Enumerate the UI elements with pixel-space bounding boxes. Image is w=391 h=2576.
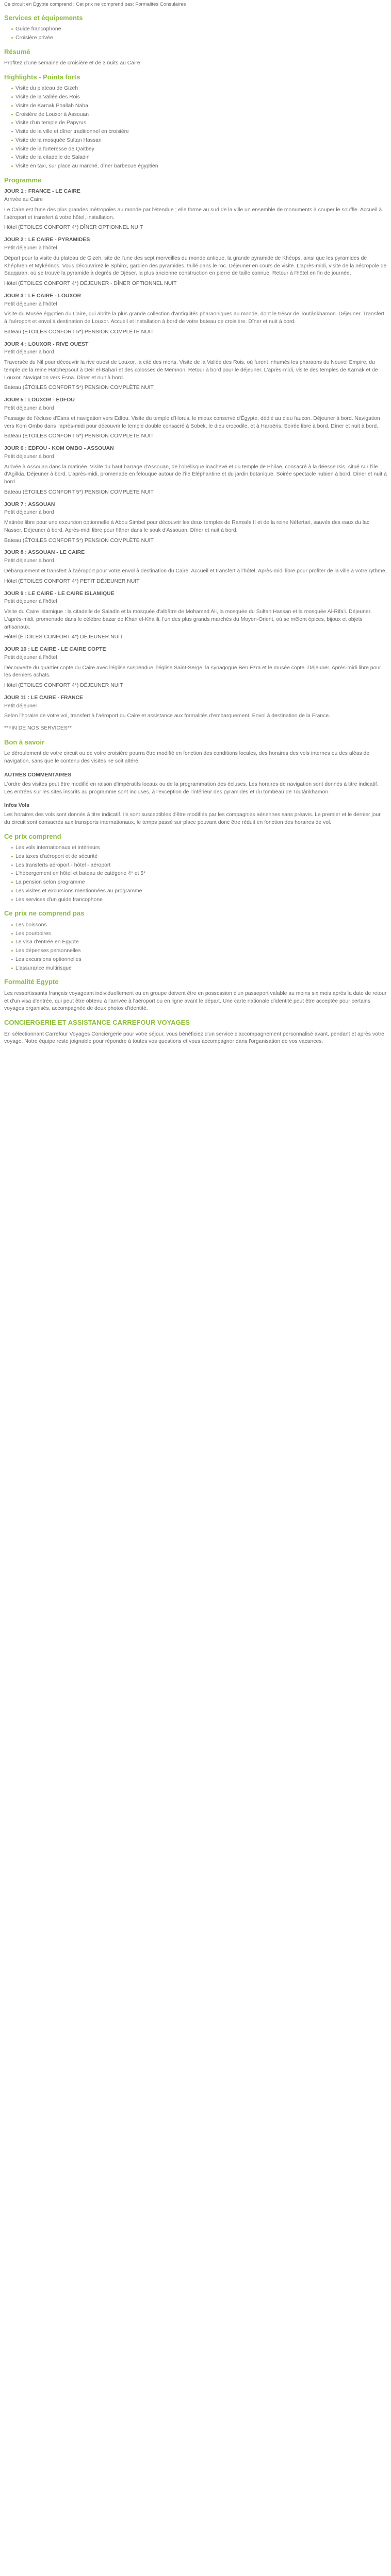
day-subtitle: Petit déjeuner à l'hôtel [4,654,57,660]
day-subtitle: Petit déjeuner [4,703,38,709]
day-title: JOUR 3 : LE CAIRE - LOUXOR [4,293,81,299]
day-block [4,236,387,288]
day-meals: Hôtel (ÉTOILES CONFORT 4*) DÉJEUNER NUIT [4,683,123,689]
day-meals: Bateau (ÉTOILES CONFORT 5*) PENSION COMPLÈTE NUIT [4,537,154,544]
day-subtitle: Petit déjeuner à bord [4,558,54,564]
day-title: JOUR 4 : LOUXOR - RIVE OUEST [4,341,89,347]
inclus-list [4,844,387,904]
day-text: Traversée du Nil pour découvrir la rive ouest de Louxor, la cité des morts. Visite de la Vallée des Rois, où furent inhumés les pharaons du Nouvel Empire, du temple de la reine Hatchepsout à Deir el-Bahari et des colosses de Memnon. Retour à bord pour le déjeuner. L'après-midi, visite des temples de Karnak et de Louxor. Navigation vers Esna. Dîner et nuit à bord. [4,360,378,381]
day-subtitle: Petit déjeuner à bord [4,510,54,516]
highlight-item: Visite de la mosquée Sultan Hassan [11,137,387,145]
resume-text: Profitez d'une semaine de croisière et de 3 nuits au Caire [4,60,140,66]
day-meals: Hôtel (ÉTOILES CONFORT 4*) DÎNER OPTIONNEL NUIT [4,225,143,231]
day-meals: Hôtel (ÉTOILES CONFORT 4*) DÉJEUNER NUIT [4,634,123,640]
day-title: JOUR 7 : ASSOUAN [4,501,55,507]
day-subtitle: Petit déjeuner à bord [4,453,54,460]
day-block [4,501,387,545]
page [0,0,391,1048]
day-block [4,694,387,720]
day-meals: Bateau (ÉTOILES CONFORT 5*) PENSION COMPLÈTE NUIT [4,489,154,495]
day-title: JOUR 10 : LE CAIRE - LE CAIRE COPTE [4,647,106,653]
non-inclus-item: Les pourboires [11,930,387,938]
day-text: Le Caire est l'une des plus grandes métropoles au monde par l'étendue ; elle forme au sud de la ville un ensemble de monuments à couper le souffle. Accueil à l'aéroport et transfert à votre hôtel, installation. [4,207,382,221]
day-text: Débarquement et transfert à l'aéroport pour votre envol à destination du Caire. Accueil et transfert à l'hôtel. Après-midi libre pour profiter de la ville à votre rythme. [4,568,387,574]
highlight-item: Visite d'un temple de Papyrus [11,120,387,127]
services-title: Services et équipements [4,13,83,22]
highlight-item: Visite du plateau de Gizeh [11,85,387,93]
day-title: JOUR 6 : EDFOU - KOM OMBO - ASSOUAN [4,446,114,452]
highlight-item: Visite de la forteresse de Qaitbey [11,146,387,154]
inclus-item: Les vols internationaux et intérieurs [11,844,387,852]
day-subtitle: Petit déjeuner à bord [4,349,54,355]
day-title: JOUR 1 : FRANCE - LE CAIRE [4,189,80,195]
intro-text: Ce circuit en Égypte comprend : Cet prix ne comprend pas: Formalités Consulaires [4,2,186,7]
day-text: Matinée libre pour une excursion optionnelle à Abou Simbel pour découvrir les deux temples de Ramsès II et de la reine Néfertari, sauvés des eaux du lac Nasser. Déjeuner à bord. Après-midi libre pour flâner dans le souk d'Assouan. Dîner et nuit à bord. [4,520,370,533]
day-block [4,590,387,642]
day-subtitle: Petit déjeuner à l'hôtel [4,301,57,307]
non-inclus-item: Le visa d'entrée en Égypte [11,939,387,946]
day-text: Visite du Caire islamique : la citadelle de Saladin et la mosquée d'albâtre de Mohamed Ali, la mosquée du Sultan Hassan et la mosquée Al-Rifa'i. Déjeuner. L'après-midi, promenade dans le célèbre bazar de Khan el-Khalili, l'un des plus grands marchés du Moyen-Orient, où se mêlent épices, bijoux et objets artisanaux. [4,609,372,630]
day-block [4,445,387,497]
day-subtitle: Petit déjeuner à bord [4,405,54,411]
day-block [4,293,387,336]
bon-title: Bon à savoir [4,738,45,747]
highlight-item: Visite de Karnak Phallah Naba [11,103,387,110]
formalites-text: Les ressortissants français voyageant individuellement ou en groupe doivent être en possession d'un passeport valable au moins six mois après la date de retour et d'un visa d'entrée, qui peut être obtenu à l'arrivée à l'aéroport ou en ligne avant le départ. Une carte nationale d'identité peut être acceptée pour certains voyages organisés, accompagnée de deux photos d'identité. [4,990,387,1012]
formalites-title: Formalité Egypte [4,978,59,986]
day-block [4,646,387,690]
day-block [4,341,387,393]
fin-text: **FIN DE NOS SERVICES** [4,725,72,732]
programme-title: Programme [4,176,42,184]
non-inclus-item: Les boissons [11,922,387,929]
day-text: Arrivée à Assouan dans la matinée. Visite du haut barrage d'Assouan, de l'obélisque inachevé et du temple de Philae, consacré à la déesse Isis, situé sur l'île d'Agilkia. Déjeuner à bord. L'après-midi, promenade en felouque autour de l'île Éléphantine et du jardin botanique. Soirée spectacle nubien à bord. Dîner et nuit à bord. [4,464,387,485]
inclus-item: Les visites et excursions mentionnées au programme [11,888,387,895]
day-title: JOUR 9 : LE CAIRE - LE CAIRE ISLAMIQUE [4,590,115,597]
day-text: Départ pour la visite du plateau de Gizeh, site de l'une des sept merveilles du monde antique, la grande pyramide de Khéops, ainsi que les pyramides de Khéphren et Mykérinos. Vous découvrirez le Sphinx, gardien des pyramides, taillé dans le roc. Déjeuner en cours de visite. L'après-midi, visite de la nécropole de Saqqarah, où se trouve la pyramide à degrés de Djéser, la plus ancienne construction en pierre de taille connue. Retour à l'hôtel en fin de journée. [4,255,387,277]
highlight-item: Visite de la citadelle de Saladin [11,154,387,162]
highlight-item: Croisière de Louxor à Assouan [11,111,387,119]
inclus-item: Les transferts aéroport - hôtel - aéroport [11,862,387,870]
highlight-item: Visite de la Vallée des Rois [11,94,387,101]
conciergerie-title: CONCIERGERIE ET ASSISTANCE CARREFOUR VOYAGES [4,1019,190,1027]
day-subtitle: Arrivée au Caire [4,197,43,203]
autres-text: L'ordre des visites peut être modifié en raison d'impératifs locaux ou de la programmation des écluses. Les horaires de navigation sont donnés à titre indicatif. Les entrées sur les sites inscrits au programme sont incluses, à l'exception de l'intérieur des pyramides et du tombeau de Toutânkhamon. [4,781,379,795]
services-list [4,26,387,42]
inclus-item: Les taxes d'aéroport et de sécurité [11,853,387,861]
day-subtitle: Petit déjeuner à l'hôtel [4,245,57,251]
highlight-item: Visite en taxi, sur place au marché, dîner barbecue égyptien [11,163,387,171]
day-meals: Hôtel (ÉTOILES CONFORT 4*) DÉJEUNER - DÎNER OPTIONNEL NUIT [4,281,177,287]
non-inclus-list [4,922,387,973]
inclus-title: Ce prix comprend [4,832,61,840]
day-text: Passage de l'écluse d'Esna et navigation vers Edfou. Visite du temple d'Horus, le mieux conservé d'Égypte, dédié au dieu faucon. Déjeuner à bord. Navigation vers Kom Ombo dans l'après-midi pour découvrir le temple double consacré à Sobek, le dieu crocodile, et à Haroëris. Soirée libre à bord. Dîner et nuit à bord. [4,415,380,429]
day-subtitle: Petit déjeuner à l'hôtel [4,599,57,605]
highlight-item: Visite de la ville et dîner traditionnel en croisière [11,128,387,136]
day-text: Selon l'horaire de votre vol, transfert à l'aéroport du Caire et assistance aux formalités d'embarquement. Envol à destination de la France. [4,713,331,719]
resume-title: Résumé [4,47,30,56]
day-text: Visite du Musée égyptien du Caire, qui abrite la plus grande collection d'antiquités pharaoniques au monde, dont le trésor de Toutânkhamon. Déjeuner. Transfert à l'aéroport et envol à destination de Louxor. Accueil et installation à bord de votre bateau de croisière. Dîner et nuit à bord. [4,311,384,325]
infos-text: Les horaires des vols sont donnés à titre indicatif. Ils sont susceptibles d'être modifiés par les compagnies aériennes sans préavis. Le premier et le dernier jour du circuit sont consacrés aux transports internationaux, le temps passé sur place pouvant donc être réduit en fonction des horaires de vol. [4,812,381,825]
day-title: JOUR 11 : LE CAIRE - FRANCE [4,694,83,701]
bon-text: Le déroulement de votre circuit ou de votre croisière pourra être modifié en fonction des conditions locales, des horaires des vols internes ou des aléas de navigation, sans que le contenu des visites ne soit altéré. [4,751,370,765]
day-block [4,397,387,440]
services-item: Guide francophone [11,26,387,33]
infos-title: Infos Vols [4,803,29,809]
conciergerie-text: En sélectionnant Carrefour Voyages Conciergerie pour votre séjour, vous bénéficiez d'un service d'accompagnement personnalisé avant, pendant et après votre voyage. Notre équipe reste joignable pour répondre à toutes vos questions et vous accompagner dans l'organisation de vos vacances. [4,1031,384,1045]
day-block [4,188,387,232]
inclus-item: La pension selon programme [11,879,387,887]
non-inclus-item: Les dépenses personnelles [11,947,387,955]
day-title: JOUR 5 : LOUXOR - EDFOU [4,397,75,403]
highlights-list [4,85,387,171]
highlights-title: Highlights - Points forts [4,73,80,81]
day-block [4,549,387,585]
non-inclus-item: Les excursions optionnelles [11,956,387,964]
day-title: JOUR 2 : LE CAIRE - PYRAMIDES [4,237,90,243]
day-meals: Hôtel (ÉTOILES CONFORT 4*) PETIT DÉJEUNER NUIT [4,578,140,584]
day-meals: Bateau (ÉTOILES CONFORT 5*) PENSION COMPLÈTE NUIT [4,385,154,391]
autres-title: AUTRES COMMENTAIRES [4,772,72,778]
non-inclus-title: Ce prix ne comprend pas [4,909,85,918]
day-text: Découverte du quartier copte du Caire avec l'église suspendue, l'église Saint-Serge, la synagogue Ben Ezra et le musée copte. Déjeuner. Après-midi libre pour les derniers achats. [4,665,381,679]
day-meals: Bateau (ÉTOILES CONFORT 5*) PENSION COMPLÈTE NUIT [4,433,154,439]
inclus-item: Les services d'un guide francophone [11,896,387,904]
inclus-item: L'hébergement en hôtel et bateau de catégorie 4* et 5* [11,870,387,878]
day-title: JOUR 8 : ASSOUAN - LE CAIRE [4,550,85,556]
day-meals: Bateau (ÉTOILES CONFORT 5*) PENSION COMPLÈTE NUIT [4,329,154,335]
services-item: Croisière privée [11,35,387,42]
non-inclus-item: L'assurance multirisque [11,965,387,973]
